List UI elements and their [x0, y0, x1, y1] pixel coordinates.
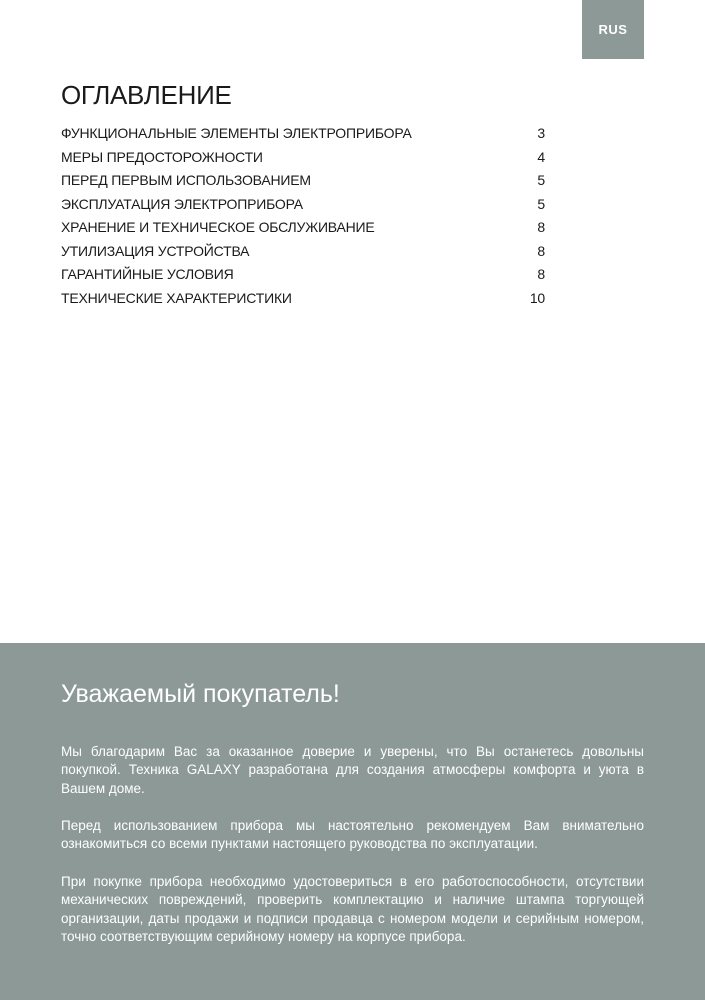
toc-title: ОГЛАВЛЕНИЕ [61, 80, 232, 110]
toc-entry-page: 8 [537, 242, 545, 259]
toc-entry[interactable] [61, 219, 545, 243]
toc-entry-label: ГАРАНТИЙНЫЕ УСЛОВИЯ [61, 266, 234, 282]
toc-entry[interactable] [61, 290, 545, 314]
toc-entry[interactable] [61, 266, 545, 290]
intro-paragraph: Мы благодарим Вас за оказанное доверие и уверены, что Вы останетесь довольны покупкой. Техника GALAXY разработана для создания атмосферы комфорта и уюта в Вашем доме. [61, 744, 644, 796]
toc-entry-page: 8 [537, 219, 545, 235]
toc-entry[interactable] [61, 243, 545, 267]
toc-entry-page: 3 [537, 125, 545, 141]
language-label: RUS [598, 22, 628, 37]
toc-entry-label: ТЕХНИЧЕСКИЕ ХАРАКТЕРИСТИКИ [61, 289, 292, 306]
toc-entry-page: 4 [537, 148, 545, 165]
language-tab [582, 0, 644, 59]
toc-entry-page: 10 [529, 289, 545, 306]
toc-entry-label: ХРАНЕНИЕ И ТЕХНИЧЕСКОЕ ОБСЛУЖИВАНИЕ [61, 219, 375, 235]
toc-entry-label: ФУНКЦИОНАЛЬНЫЕ ЭЛЕМЕНТЫ ЭЛЕКТРОПРИБОРА [61, 125, 412, 141]
toc-entry[interactable] [61, 149, 545, 173]
toc-entry-page: 5 [537, 195, 545, 212]
table-of-contents [61, 125, 545, 313]
toc-entry-page: 5 [537, 172, 545, 188]
intro-paragraph: При покупке прибора необходимо удостовериться в его работоспособности, отсутствии механических повреждений, проверить комплектацию и наличие штампа торгующей организации, даты продажи и подписи продавца с номером модели и серийным номером, точно соответствующим серийному номеру на корпусе прибора. [61, 874, 644, 944]
toc-entry-label: ЭКСПЛУАТАЦИЯ ЭЛЕКТРОПРИБОРА [61, 195, 303, 212]
toc-entry[interactable] [61, 196, 545, 220]
greeting-heading: Уважаемый покупатель! [61, 680, 340, 708]
toc-entry[interactable] [61, 172, 545, 196]
toc-entry-label: ПЕРЕД ПЕРВЫМ ИСПОЛЬЗОВАНИЕМ [61, 172, 311, 188]
toc-entry-label: УТИЛИЗАЦИЯ УСТРОЙСТВА [61, 242, 250, 259]
intro-paragraph: Перед использованием прибора мы настоятельно рекомендуем Вам внимательно ознакомиться со всеми пунктами настоящего руководства по эксплуатации. [61, 818, 644, 852]
toc-entry-page: 8 [537, 266, 545, 282]
toc-entry[interactable] [61, 125, 545, 149]
toc-entry-label: МЕРЫ ПРЕДОСТОРОЖНОСТИ [61, 148, 263, 165]
